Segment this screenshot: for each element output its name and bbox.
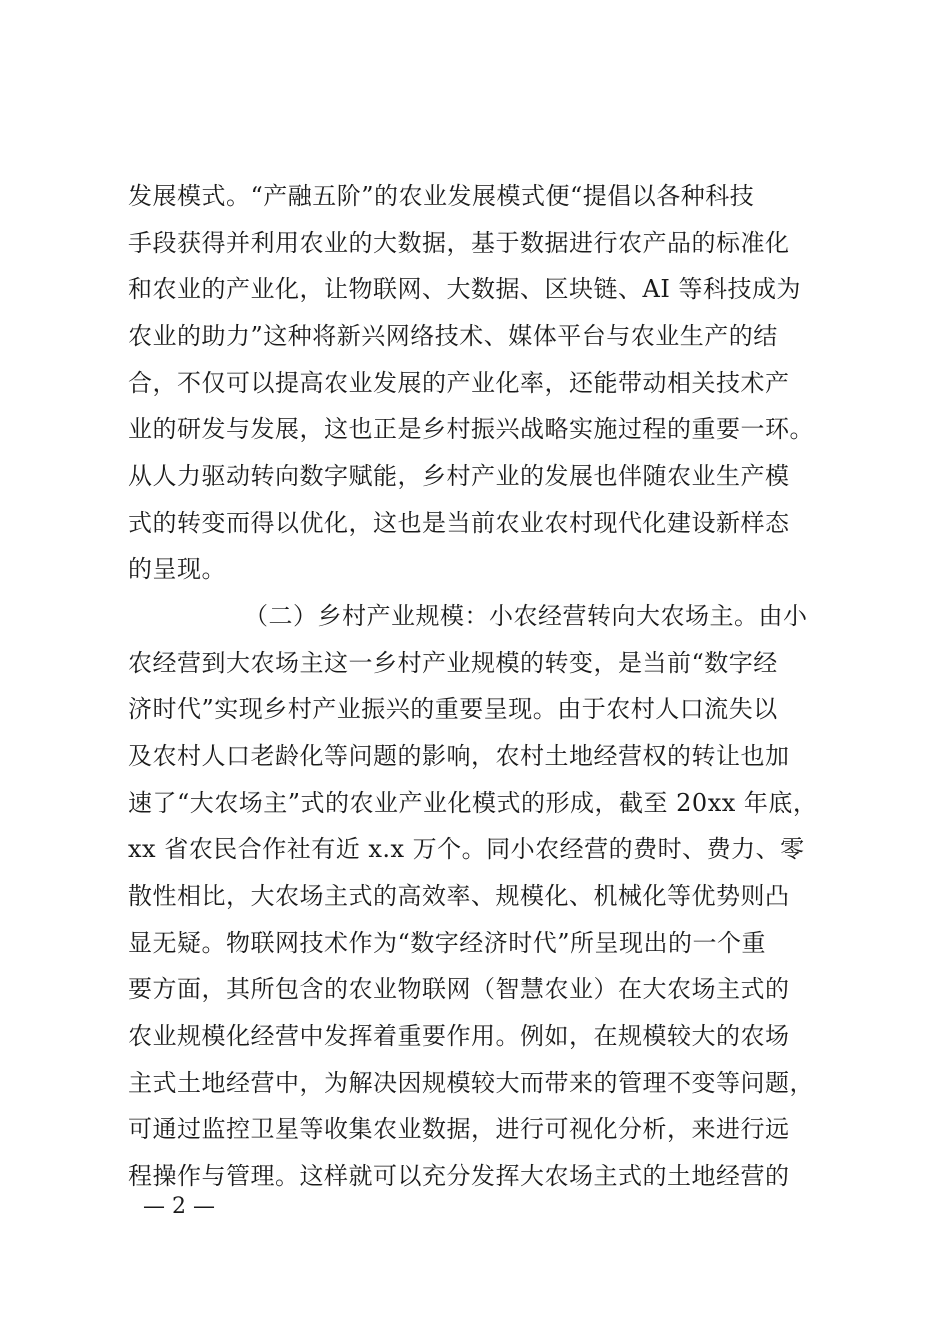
text-line: 式的转变而得以优化，这也是当前农业农村现代化建设新样态	[128, 509, 790, 537]
text-line: 的呈现。	[128, 555, 226, 583]
text-line: 农经营到大农场主这一乡村产业规模的转变，是当前“数字经	[128, 649, 778, 677]
text-line: 农业的助力”这种将新兴网络技术、媒体平台与农业生产的结	[128, 322, 778, 350]
text-line: 合，不仅可以提高农业发展的产业化率，还能带动相关技术产	[128, 369, 790, 397]
text-line: 发展模式。“产融五阶”的农业发展模式便“提倡以各种科技	[128, 182, 755, 210]
text-line: 业的研发与发展，这也正是乡村振兴战略实施过程的重要一环。	[128, 415, 814, 443]
text-line: 农业规模化经营中发挥着重要作用。例如，在规模较大的农场	[128, 1022, 790, 1050]
text-line: 济时代”实现乡村产业振兴的重要呈现。由于农村人口流失以	[128, 695, 778, 723]
text-line: 手段获得并利用农业的大数据，基于数据进行农产品的标准化	[128, 229, 790, 257]
text-line: 速了“大农场主”式的农业产业化模式的形成，截至 20xx 年底，	[128, 789, 818, 817]
text-line: xx 省农民合作社有近 x.x 万个。同小农经营的费时、费力、零	[128, 835, 805, 863]
text-line: 从人力驱动转向数字赋能，乡村产业的发展也伴随农业生产模	[128, 462, 790, 490]
text-line: 要方面，其所包含的农业物联网（智慧农业）在大农场主式的	[128, 975, 790, 1003]
text-line: 和农业的产业化，让物联网、大数据、区块链、AI 等科技成为	[128, 275, 801, 303]
text-line: 可通过监控卫星等收集农业数据，进行可视化分析，来进行远	[128, 1115, 790, 1143]
text-line: 程操作与管理。这样就可以充分发挥大农场主式的土地经营的	[128, 1162, 790, 1190]
section-heading: （二）乡村产业规模：小农经营转向大农场主。由小	[244, 602, 808, 630]
page-number: — 2 —	[143, 1194, 215, 1219]
text-line: 散性相比，大农场主式的高效率、规模化、机械化等优势则凸	[128, 882, 790, 910]
text-line: 主式土地经营中，为解决因规模较大而带来的管理不变等问题，	[128, 1069, 814, 1097]
text-line: 显无疑。物联网技术作为“数字经济时代”所呈现出的一个重	[128, 929, 767, 957]
text-line: 及农村人口老龄化等问题的影响，农村土地经营权的转让也加	[128, 742, 790, 770]
